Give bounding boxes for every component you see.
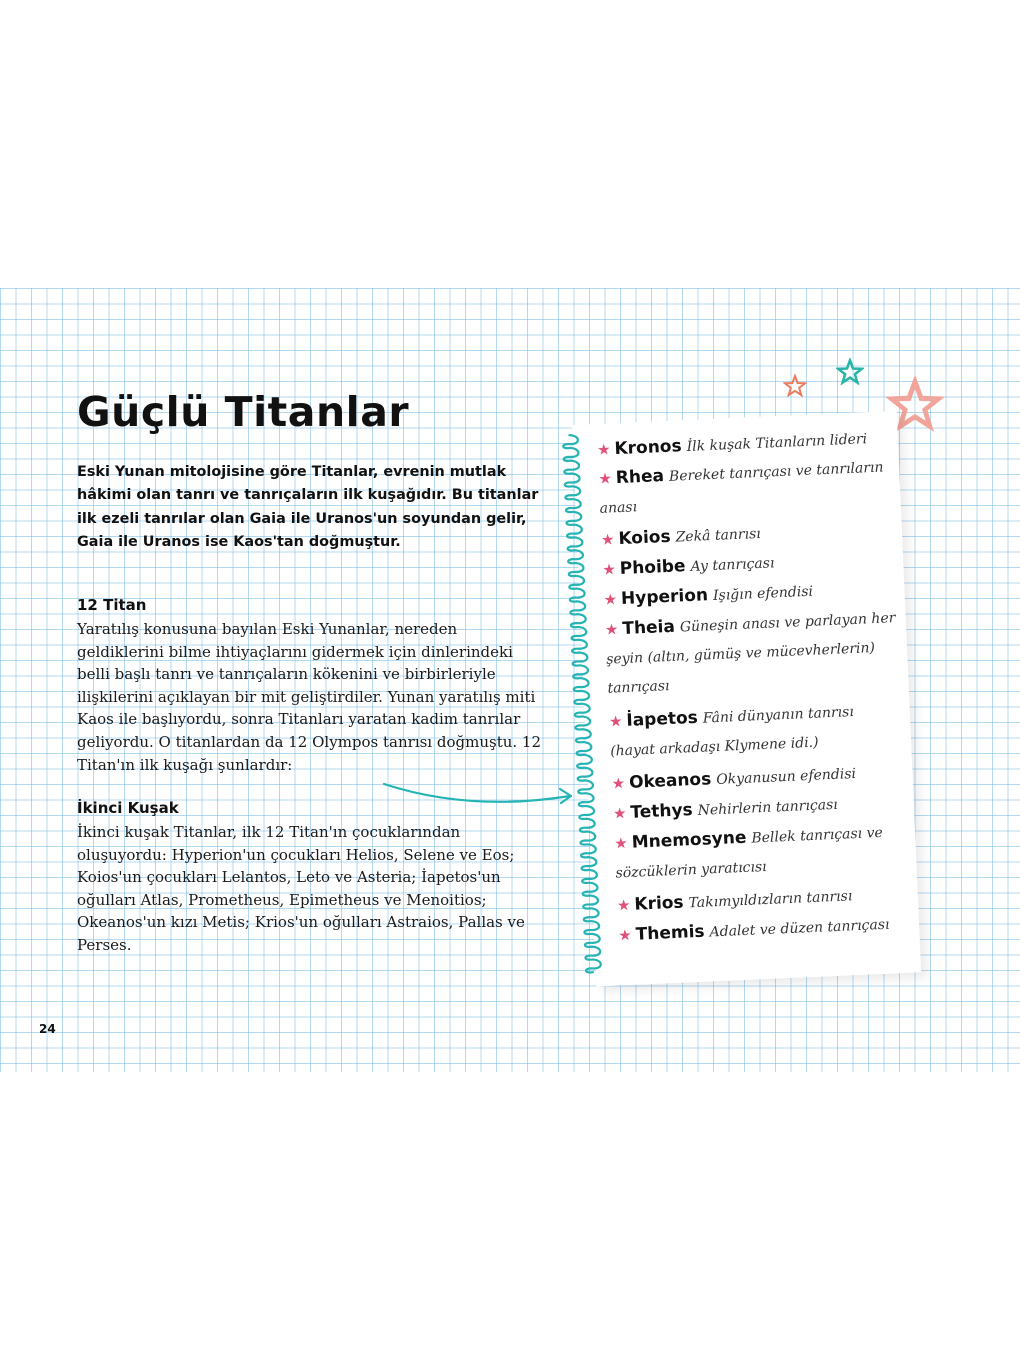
titan-description: Güneşin anası ve parlayan her şeyin (altın, gümüş ve mücevherlerin) tanrıçası bbox=[605, 610, 896, 697]
titan-description: Zekâ tanrısı bbox=[675, 525, 762, 546]
section-heading-12-titan: 12 Titan bbox=[77, 596, 147, 614]
titan-item-theia bbox=[604, 603, 900, 704]
titan-description: Ay tanrıçası bbox=[690, 555, 775, 575]
titan-name: Themis bbox=[635, 921, 706, 945]
section-heading-second-generation: İkinci Kuşak bbox=[77, 799, 179, 817]
page-number: 24 bbox=[39, 1022, 56, 1036]
page-title: Güçlü Titanlar bbox=[77, 388, 410, 436]
star-bullet-icon: ★ bbox=[608, 712, 623, 731]
star-bullet-icon: ★ bbox=[600, 530, 615, 549]
titan-item-rhea bbox=[598, 452, 892, 524]
titan-description: Fâni dünyanın tanrısı (hayat arkadaşı Klymene idi.) bbox=[609, 703, 855, 760]
book-page bbox=[0, 288, 1020, 1072]
intro-paragraph: Eski Yunan mitolojisine göre Titanlar, evrenin mutlak hâkimi olan tanrı ve tanrıçaların ilk kuşağıdır. Bu titanlar ilk ezeli tanrılar olan Gaia ile Uranos'un soyundan gelir, Gaia ile Uranos ise Kaos'tan doğmuştur. bbox=[77, 464, 539, 550]
titan-description: Okyanusun efendisi bbox=[715, 765, 857, 789]
titan-description: Adalet ve düzen tanrıçası bbox=[709, 916, 890, 941]
titan-list-card bbox=[572, 411, 921, 987]
star-bullet-icon: ★ bbox=[604, 620, 619, 639]
titan-name: İapetos bbox=[625, 707, 699, 731]
spiral-binding bbox=[558, 431, 604, 979]
titan-description: Nehirlerin tanrıçası bbox=[697, 796, 839, 819]
titan-name: Phoibe bbox=[619, 556, 686, 580]
titan-description: İlk kuşak Titanların lideri bbox=[686, 431, 868, 456]
section-body-12-titan: Yaratılış konusuna bayılan Eski Yunanlar, nereden geldiklerini bilme ihtiyaçlarını gidermek için dinlerindeki belli başlı tanrı ve tanrıçaların kökenini ve birbirleriyle ilişkilerini açıklayan bir mit geliştirdiler. Yunan yaratılış miti Kaos ile başlıyordu, sonra Titanları yaratan kadim tanrılar geliyordu. O titanlardan da 12 Olympos tanrısı doğmuştu. 12 Titan'ın ilk kuşağı şunlardır: bbox=[77, 620, 542, 774]
star-bullet-icon: ★ bbox=[603, 590, 618, 609]
star-bullet-icon: ★ bbox=[611, 774, 626, 793]
titan-name: Okeanos bbox=[628, 769, 712, 793]
arrow-icon bbox=[380, 778, 580, 818]
small-teal-star-icon bbox=[836, 358, 864, 386]
titan-name: Hyperion bbox=[620, 585, 709, 610]
star-bullet-icon: ★ bbox=[613, 833, 629, 853]
titan-name: Krios bbox=[634, 892, 685, 915]
star-bullet-icon: ★ bbox=[617, 925, 633, 945]
titan-list bbox=[572, 411, 897, 945]
titan-name: Tethys bbox=[629, 800, 694, 823]
section-body-second-generation: İkinci kuşak Titanlar, ilk 12 Titan'ın çocuklarından oluşuyordu: Hyperion'un çocukları Helios, Selene ve Eos; Koios'un çocukları Lelantos, Leto ve Asteria; İapetos'un oğulları Atlas, Prometheus, Epimetheus ve Menoitios; Okeanos'un kızı Metis; Krios'un oğulları Astraios, Pallas ve Perses. bbox=[77, 823, 525, 954]
titan-name: Theia bbox=[621, 616, 676, 639]
titan-description: Bereket tanrıçası ve tanrıların anası bbox=[599, 459, 884, 517]
star-bullet-icon: ★ bbox=[612, 804, 627, 823]
star-bullet-icon: ★ bbox=[601, 560, 617, 579]
star-bullet-icon: ★ bbox=[597, 469, 613, 488]
titan-item-iapetos bbox=[608, 695, 902, 767]
titan-description: Işığın efendisi bbox=[712, 583, 814, 605]
titan-name: Kronos bbox=[614, 436, 683, 460]
star-bullet-icon: ★ bbox=[616, 895, 631, 915]
titan-name: Koios bbox=[618, 526, 672, 550]
titan-description: Bellek tanrıçası ve sözcüklerin yaratıcısı bbox=[615, 824, 884, 882]
titan-description: Takımyıldızların tanrısı bbox=[688, 888, 853, 912]
small-coral-star-icon bbox=[783, 374, 807, 398]
star-bullet-icon: ★ bbox=[596, 440, 611, 459]
titan-name: Mnemosyne bbox=[631, 827, 747, 853]
titan-name: Rhea bbox=[615, 466, 665, 489]
titan-item-mnemosyne bbox=[614, 817, 908, 889]
